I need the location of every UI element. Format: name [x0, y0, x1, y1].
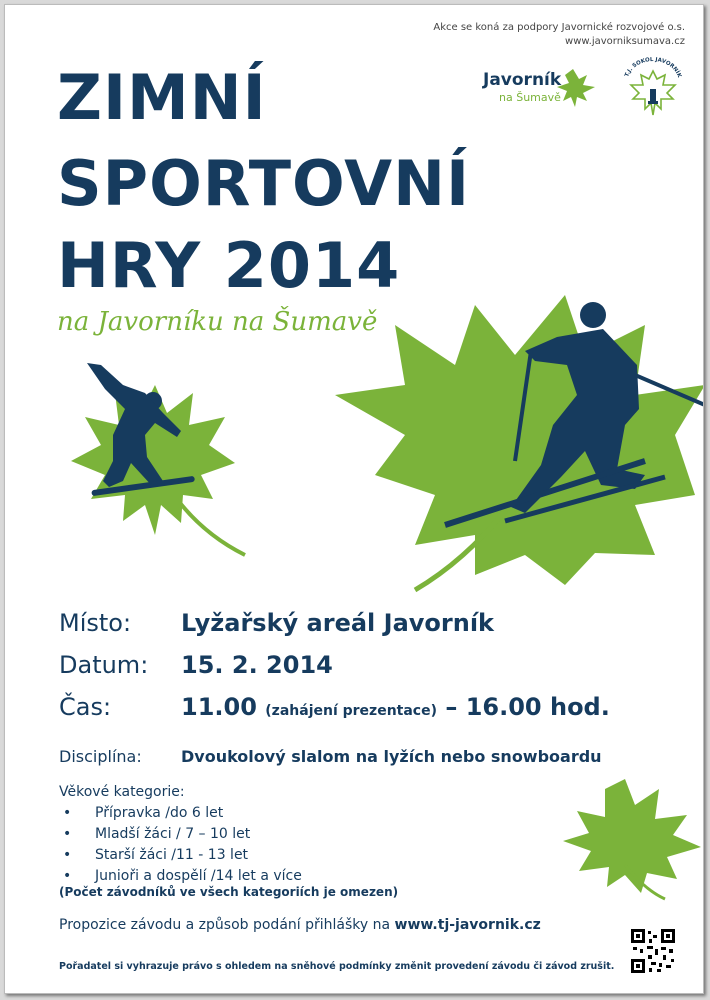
propozice-label: Propozice závodu a způsob podání přihlášky na — [59, 917, 395, 933]
sokol-logo — [617, 57, 689, 121]
propozice-link[interactable]: www.tj-javornik.cz — [394, 917, 541, 933]
javornik-logo-sub: na Šumavě — [499, 91, 561, 104]
illustration — [5, 285, 704, 605]
time-label: Čas: — [59, 693, 112, 721]
category-label: Starší žáci /11 - 13 let — [95, 847, 249, 863]
javornik-logo-text: Javorník — [483, 70, 562, 90]
svg-text:T.J. SOKOL JAVORNÍK — [624, 57, 682, 79]
sponsor-line: Akce se koná za podpory Javornické rozvojové o.s. — [433, 22, 685, 33]
propozice-text — [59, 917, 541, 933]
subtitle: na Javorníku na Šumavě — [57, 307, 378, 337]
category-label: Junioři a dospělí /14 let a více — [95, 868, 302, 884]
poster — [4, 4, 704, 994]
title-line-1: ZIMNÍ — [57, 61, 267, 134]
date-label: Datum: — [59, 651, 149, 679]
sponsor-url[interactable]: www.javorniksumava.cz — [565, 36, 685, 47]
list-item: • Přípravka /do 6 let — [63, 805, 224, 821]
time-note: (zahájení prezentace) — [265, 703, 437, 719]
categories-note: (Počet závodníků ve všech kategoriích je omezen) — [59, 885, 399, 899]
discipline-label: Disciplína: — [59, 747, 142, 766]
categories-heading: Věkové kategorie: — [59, 784, 185, 800]
time-start: 11.00 — [181, 693, 257, 721]
list-item: • Starší žáci /11 - 13 let — [63, 847, 249, 863]
place-label: Místo: — [59, 609, 132, 637]
date-value: 15. 2. 2014 — [181, 651, 333, 679]
time-end: – 16.00 hod. — [437, 693, 610, 721]
time-value — [181, 693, 610, 721]
qr-code-icon — [631, 929, 675, 973]
maple-leaf-icon — [555, 775, 704, 905]
sponsor-note — [433, 21, 685, 49]
categories-list — [59, 803, 302, 887]
title-line-3: HRY 2014 — [57, 229, 401, 302]
category-label: Přípravka /do 6 let — [95, 805, 224, 821]
list-item: • Junioři a dospělí /14 let a více — [63, 868, 302, 884]
title-line-2: SPORTOVNÍ — [57, 147, 471, 220]
javornik-logo — [477, 63, 599, 111]
place-value: Lyžařský areál Javorník — [181, 609, 495, 637]
footer-note: Pořadatel si vyhrazuje právo s ohledem na sněhové podmínky změnit provedení závodu či závod zrušit. — [59, 961, 615, 972]
list-item: • Mladší žáci / 7 – 10 let — [63, 826, 251, 842]
category-label: Mladší žáci / 7 – 10 let — [95, 826, 251, 842]
discipline-value: Dvoukolový slalom na lyžích nebo snowboardu — [181, 747, 602, 766]
sokol-logo-text: T.J. SOKOL JAVORNÍK — [624, 57, 683, 79]
